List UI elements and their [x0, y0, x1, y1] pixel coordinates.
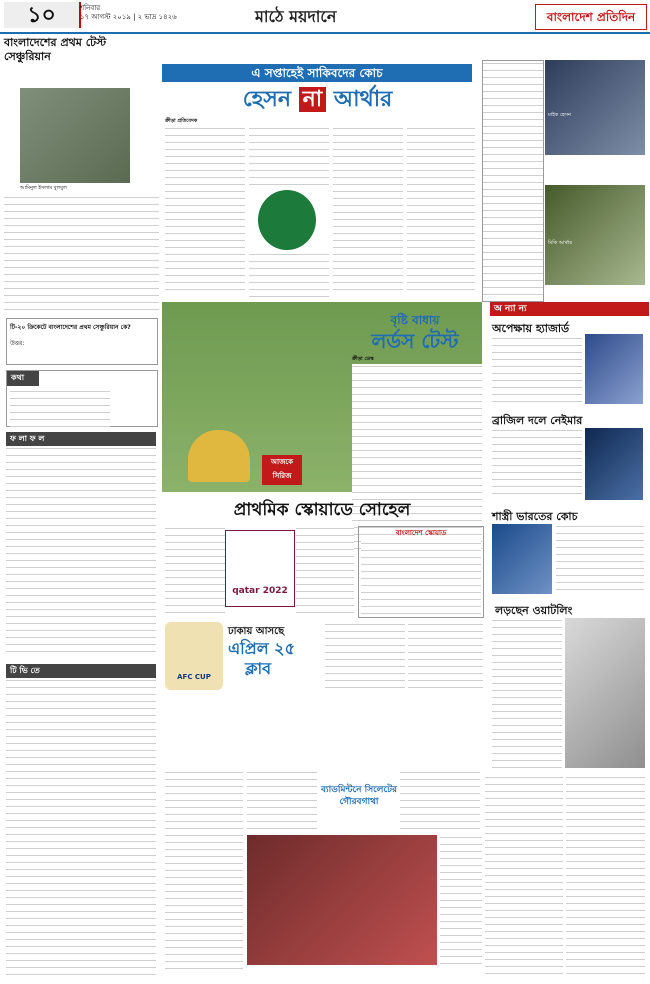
- shastri-body: [556, 524, 644, 594]
- neymar-body: [492, 428, 582, 500]
- shastri-headline: শাস্ত্রী ভারতের কোচ: [492, 510, 578, 523]
- bad-col2: [247, 770, 317, 830]
- headline-na: না: [299, 87, 327, 112]
- qatar-logo: qatar 2022: [225, 530, 295, 607]
- lords-headline: লর্ডস টেস্ট: [371, 329, 459, 353]
- neymar-photo: [585, 428, 643, 500]
- section-title: মাঠে ময়দানে: [255, 7, 337, 26]
- arthur-photo: [545, 185, 645, 285]
- quiz-question: টি-২০ ক্রিকেটে বাংলাদেশের প্রথম সেঞ্চুরিয়ান কে?: [10, 324, 131, 331]
- tv-title: টি ভি তে: [6, 664, 156, 679]
- hazard-photo: [585, 334, 643, 404]
- bad-col5: [485, 775, 563, 975]
- bcb-logo: [258, 190, 316, 250]
- afc-headline: এপ্রিল ২৫: [228, 639, 295, 658]
- hazard-headline: অপেক্ষায় হ্যাজার্ড: [492, 322, 570, 335]
- main-byline: ক্রীড়া প্রতিবেদক: [165, 118, 198, 124]
- badminton-photo: [247, 835, 437, 965]
- squad-headline: প্রাথমিক স্কোয়াডে সোহেল: [233, 500, 411, 520]
- main-col4: [407, 126, 475, 296]
- onyano-title: অ ন্যা ন্য: [490, 302, 649, 316]
- newspaper-logo: বাংলাদেশ প্রতিদিন: [535, 4, 647, 30]
- afc-logo: AFC CUP: [165, 622, 223, 690]
- watling-headline: লড়ছেন ওয়াটলিং: [495, 604, 573, 617]
- answer-label: উত্তর:: [10, 340, 25, 347]
- photo-caption: আমিনুল ইসলাম বুলবুল: [20, 185, 67, 191]
- headline-arthur: আর্থার: [333, 87, 393, 112]
- neymar-headline: ব্রাজিল দলে নেইমার: [492, 414, 583, 427]
- main-col2: [249, 126, 329, 186]
- date: ১৭ আগস্ট ২০১৯ | ২ ভাদ্র ১৪২৬: [80, 13, 177, 21]
- hesson-photo: [545, 60, 645, 155]
- results-list: [6, 446, 156, 656]
- squad-col1: [165, 526, 225, 616]
- date-line: [80, 4, 177, 22]
- squad-col2: [296, 526, 354, 616]
- kicker: এ সপ্তাহেই সাকিবদের কোচ: [162, 64, 472, 82]
- lords-byline: ক্রীড়া ডেস্ক: [352, 356, 374, 362]
- main-col3: [333, 126, 403, 296]
- headline-hesson: হেসন: [242, 87, 291, 112]
- main-headline: [165, 86, 470, 114]
- badminton-headline: ব্যাডমিন্টনে সিলেটের গৌরবগাথা: [321, 785, 397, 807]
- afc-sub: ক্লাব: [245, 659, 272, 678]
- main-col1: [165, 126, 245, 296]
- kotha-title: কথা: [7, 371, 39, 386]
- main-col2b: [249, 252, 329, 298]
- bad-col4: [440, 835, 482, 965]
- lords-kicker: বৃষ্টি বাধায়: [390, 313, 440, 327]
- day: শনিবার: [80, 4, 101, 12]
- page-number: ১০: [4, 2, 81, 28]
- shastri-photo: [492, 524, 552, 594]
- watling-body: [492, 618, 562, 768]
- bad-col3: [400, 770, 480, 830]
- afc-col2: [408, 622, 483, 690]
- photo-label-hesson: মাইক হেসন: [548, 112, 571, 118]
- kotha-box: [6, 370, 158, 427]
- photo-label-arthur: মিকি আর্থার: [548, 240, 572, 246]
- series-caption: আজকে সিরিজ: [262, 455, 302, 485]
- hazard-body: [492, 336, 582, 406]
- feature-title: বাংলাদেশের প্রথম টেস্ট সেঞ্চুরিয়ান: [4, 36, 107, 63]
- squad-box: [358, 526, 484, 618]
- watling-photo: [565, 618, 645, 768]
- fal-title: ফ লা ফ ল: [6, 432, 156, 447]
- afc-kicker: ঢাকায় আসছে: [228, 626, 285, 637]
- bulbul-photo: [20, 88, 130, 183]
- bad-col6: [566, 775, 645, 975]
- trophy-graphic: [188, 430, 250, 482]
- afc-col1: [325, 622, 405, 690]
- quiz-box: [6, 318, 158, 365]
- squad-box-title: বাংলাদেশ স্কোয়াড: [395, 529, 447, 537]
- right-text-col: [482, 60, 544, 302]
- tv-list: [6, 678, 156, 978]
- bad-col1: [165, 770, 243, 975]
- feature-body: [4, 195, 159, 310]
